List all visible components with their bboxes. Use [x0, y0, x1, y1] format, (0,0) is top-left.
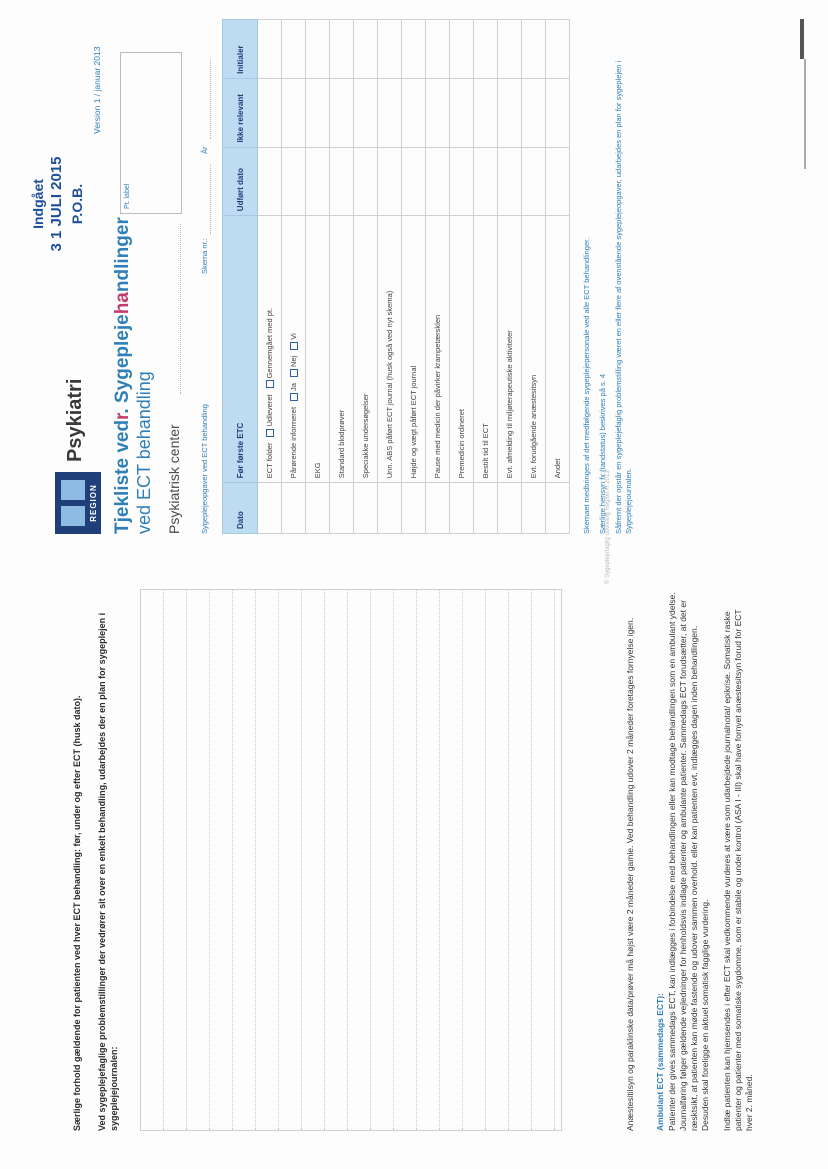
intro-text-2: Ved sygeplejefaglige problemstillinger der vedrører sit over en enkelt behandling, udarbejdes der en plan for sygeplejen i sygeplejejournalen:: [97, 612, 119, 1131]
note-care-plan: Såfremt der opstår en sygeplejefaglig problemstilling været en eller flere af ovenstående sygeplejeopgaver, udarbejdes en plan for sygeplejen i Sygeplejejournalen.: [614, 60, 633, 534]
year-label: År: [200, 146, 209, 154]
col-header-date: Dato: [223, 483, 258, 534]
ambulant-paragraph: Patienter der gives sammedags ECT, kan indlægges i forbindelse med behandlingen eller kan modtage behandlingen som en ambulant ydelse. Journalføring følger gældende vejledninger for henholdsvis indlagte patienter og ambulante patienter. Sammedags ECT forudsætter, at det er ræsktsikt, at patienten kan møde fastende og udover sammen overhold. eller kan patienten evt. indlægges dagen inden behandlingen. Desuden skal foreligge en aktuel somatisk fagglige vurdering.: [667, 592, 710, 1131]
checkbox[interactable]: [290, 342, 298, 350]
scan-edge-mark: [800, 19, 804, 59]
table-row: Pårørende informeretJaNejVi: [282, 20, 306, 534]
schema-number-label: Skema nr.:: [200, 238, 209, 274]
ambulant-title: Ambulant ECT (sammedags ECT):: [655, 993, 665, 1131]
notes-lined-area[interactable]: [140, 589, 562, 1131]
tasks-label: Sygeplejeopgaver ved ECT behandling: [200, 404, 209, 534]
region-logo: REGION: [55, 472, 101, 534]
checkbox[interactable]: [290, 393, 298, 401]
note-special-considerations: Særlige hensyn fx (tandstatus) beskrives på s. 4: [598, 373, 607, 534]
ect-checklist-table: [222, 19, 570, 534]
year-field[interactable]: [210, 59, 211, 139]
discharge-paragraph: Indlæ patienten kan hjemsendes i efter ECT skal vedkommende vurderes at være som udarbejdede journalnotat/ epikrise. Somatisk raske patienter og patienter med somatiske sygdomme, som er stabile og under kontrol (ASA I - III) skal have fornyet anæstesitsyn forud for ECT hver 2. måned.: [722, 609, 754, 1131]
col-header-initials: Initialer: [223, 20, 258, 79]
center-label: Psykiatrisk center: [166, 424, 182, 534]
table-row: Andet: [546, 20, 570, 534]
table-row: Evt. afmelding til miljøterapeutiske aktiviteter: [498, 20, 522, 534]
schema-number-field[interactable]: [210, 164, 211, 234]
checkbox[interactable]: [266, 380, 274, 388]
page-subtitle: ved ECT behandling: [134, 371, 154, 534]
right-half: [0, 0, 828, 584]
table-row: EKG: [306, 20, 330, 534]
anaesthesia-paragraph: Anæstesitilsyn og paraklinske data/prøver må højst være 2 måneder gamle. Ved behandling udover 2 måneder foretages fornyelse igen.: [625, 617, 635, 1131]
received-stamp: Indgået 3 1 JULI 2015 P.O.B.: [30, 156, 85, 252]
version-label: Version 1 / januar 2013: [92, 46, 102, 134]
scan-edge-shadow: [804, 59, 806, 169]
patient-label-box[interactable]: Pt. label: [120, 52, 182, 214]
col-header-done-date: Udført dato: [223, 147, 258, 216]
col-header-not-relevant: Ikke relevant: [223, 78, 258, 147]
table-row: ECT folderUdleveretGennemgået med pt.: [258, 20, 282, 534]
note-carry-schema: Skemaet medbringes af det medfølgende sygeplejepersonale ved alle ECT behandlinger.: [582, 237, 591, 534]
table-row: Evt. forudgående anæstesitsyn: [522, 20, 546, 534]
page-title: Tjekliste vedr. Sygeplejehandlinger: [112, 217, 133, 534]
intro-text-1: Særlige forhold gældende for patienten ved hver ECT behandling: før, under og efter ECT (husk dato).: [72, 695, 82, 1131]
table-row: Unn. ABS påført ECT journal (husk også ved nyt skema): [378, 20, 402, 534]
col-header-before-first: Før første ETC: [223, 216, 258, 483]
table-row: Premedicin ordineret: [450, 20, 474, 534]
table-row: Højde og vægt påført ECT journal: [402, 20, 426, 534]
footer-copyright: © Sygeplejefaglig udvikling Region H 2013: [605, 470, 611, 584]
table-row: Pause med medicin der påvirker krampetærsklen: [426, 20, 450, 534]
center-field[interactable]: [180, 224, 181, 394]
checkbox[interactable]: [266, 429, 274, 437]
table-row: Speciakke undersøgelser: [354, 20, 378, 534]
left-half: [0, 569, 828, 1169]
table-row: Bestilt tid til ECT: [474, 20, 498, 534]
checkbox[interactable]: [290, 369, 298, 377]
brand-name: Psykiatri: [64, 378, 86, 462]
table-row: Standard blodprøver: [330, 20, 354, 534]
